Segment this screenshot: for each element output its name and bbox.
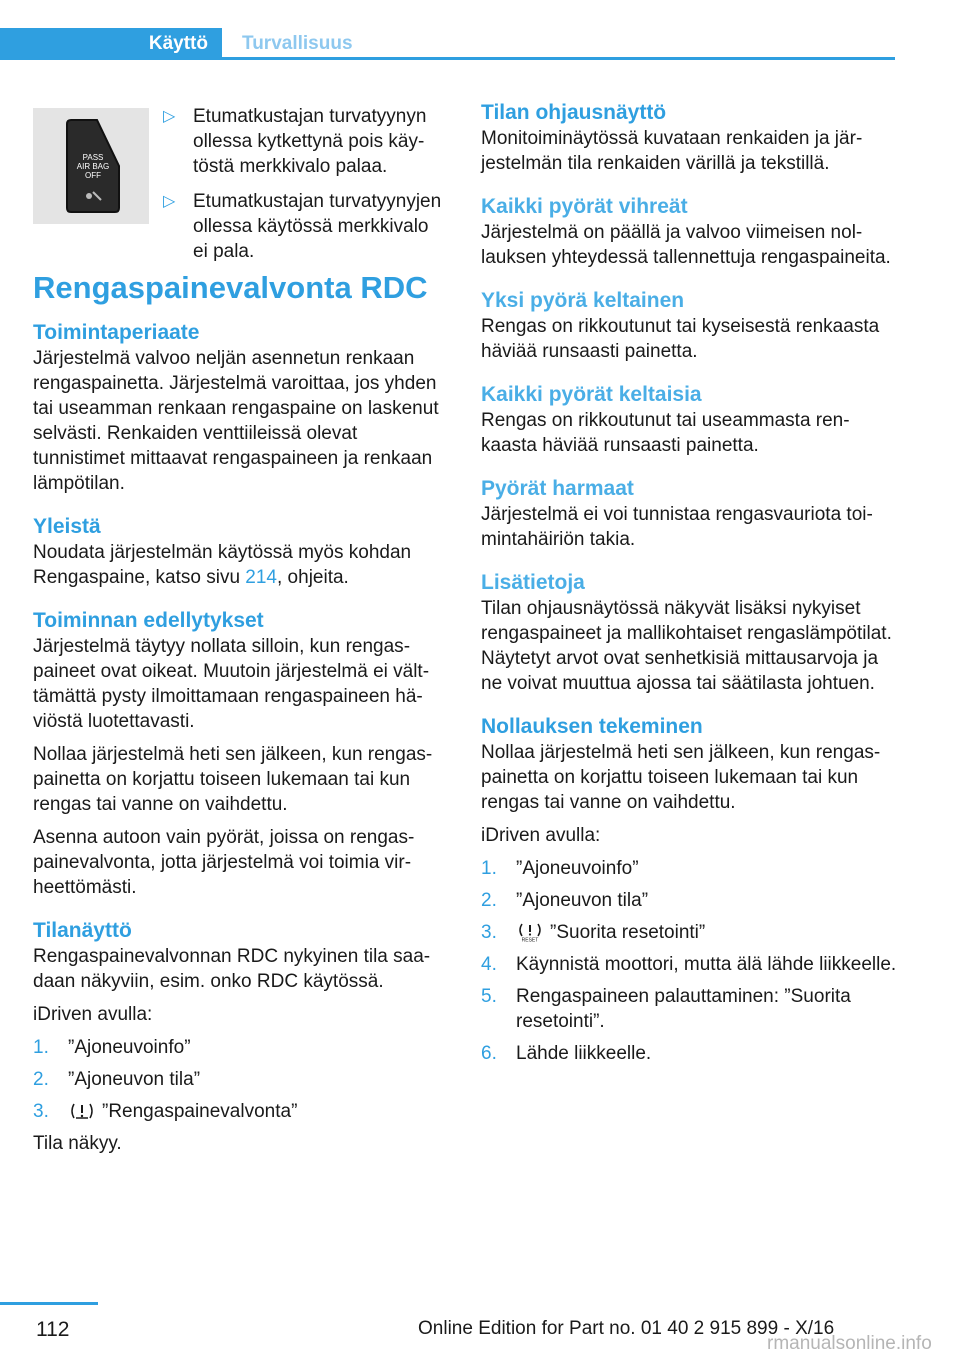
subsection-heading: Yksi pyörä keltainen: [481, 289, 685, 312]
right-column: [481, 100, 899, 1073]
airbag-bullet-list: [163, 104, 448, 274]
triangle-bullet-icon: ▷: [163, 193, 176, 210]
section-heading: Tilanäyttö: [33, 919, 132, 942]
list-item: 3. RESET ”Suorita resetointi”: [481, 922, 706, 943]
tab-kaytto[interactable]: Käyttö: [0, 28, 222, 60]
tab-turvallisuus[interactable]: Turvallisuus: [242, 33, 353, 54]
section-text: Asenna autoon vain pyörät, joissa on rengaspainevalvonta, jotta järjestelmä voi toimia virheettömästi.: [33, 827, 415, 898]
section-text: iDriven avulla:: [33, 1004, 153, 1025]
svg-text:PASS: PASS: [82, 153, 104, 162]
section-heading: Nollauksen tekeminen: [481, 715, 703, 738]
section-heading: Tilan ohjausnäyttö: [481, 101, 667, 124]
section-heading: Toiminnan edellytykset: [33, 609, 264, 632]
page-reference-link[interactable]: 214: [245, 567, 277, 588]
section-text: Tilan ohjausnäytössä näkyvät lisäksi nykyiset rengaspaineet ja mallikohtaiset rengaslämpötilat. Näytetyt arvot ovat senhetkisiä mittausarvoja ja ne voivat muuttua ajossa tai säätilasta johtuen.: [481, 598, 892, 694]
section-heading: Toimintaperiaate: [33, 321, 200, 344]
airbag-button-icon: [63, 116, 123, 216]
section-text: iDriven avulla:: [481, 825, 601, 846]
list-item: ▷ Etumatkustajan turvatyynyjen ollessa käytössä merkkivalo ei pala.: [163, 191, 442, 262]
list-item: 5. Rengaspaineen palauttaminen: ”Suorita resetointi”.: [481, 986, 851, 1032]
svg-text:OFF: OFF: [85, 171, 101, 180]
section-heading: Yleistä: [33, 515, 101, 538]
subsection-heading: Kaikki pyörät keltaisia: [481, 383, 702, 406]
section-text: Rengas on rikkoutunut tai kyseisestä renkaasta häviää runsaasti painetta.: [481, 316, 880, 362]
section-text: Järjestelmä täytyy nollata silloin, kun rengaspaineet ovat oikeat. Muutoin järjestelmä ei välttämättä pysty ilmoittamaan rengaspaineen häviöstä luotettavasti.: [33, 636, 430, 732]
list-item: ▷ Etumatkustajan turvatyynyn ollessa kytkettynä pois käytöstä merkkivalo palaa.: [163, 106, 427, 177]
page-number: 112: [36, 1318, 70, 1341]
page-title: Rengaspainevalvonta RDC: [33, 270, 428, 305]
triangle-bullet-icon: ▷: [163, 108, 176, 125]
svg-text:AIR BAG: AIR BAG: [76, 162, 110, 171]
list-item: 2. ”Ajoneuvon tila”: [33, 1069, 201, 1090]
header-rule: [0, 57, 895, 60]
list-item: 1. ”Ajoneuvoinfo”: [33, 1037, 191, 1058]
section-text: Rengaspainevalvonnan RDC nykyinen tila saadaan näkyviin, esim. onko RDC käytössä.: [33, 946, 431, 992]
tire-pressure-warning-icon: [68, 1101, 96, 1121]
subsection-heading: Kaikki pyörät vihreät: [481, 195, 688, 218]
tire-pressure-reset-icon: [516, 922, 544, 942]
section-text: Rengas on rikkoutunut tai useammasta renkaasta häviää runsaasti painetta.: [481, 410, 850, 456]
reset-steps-list: [481, 856, 899, 1066]
list-item: 1. ”Ajoneuvoinfo”: [481, 858, 639, 879]
chapter-tab-bar: [0, 28, 895, 60]
status-steps-list: [33, 1035, 448, 1124]
section-text: Järjestelmä valvoo neljän asennetun renkaan rengaspainetta. Järjestelmä varoittaa, jos yhden tai useamman renkaan rengaspaine on laskenut selvästi. Renkaiden venttiileissä olevat tunnistimet mittaavat rengaspaineen ja renkaan lämpötilan.: [33, 348, 439, 494]
list-item: 3. ”Rengaspainevalvonta”: [33, 1101, 298, 1122]
subsection-heading: Lisätietoja: [481, 571, 585, 594]
section-text: Tila näkyy.: [33, 1133, 122, 1154]
airbag-off-indicator-image: [33, 108, 149, 224]
left-column: [33, 100, 448, 1156]
section-text: Järjestelmä ei voi tunnistaa rengasvauriota toimintahäiriön takia.: [481, 504, 873, 550]
svg-text:RESET: RESET: [521, 937, 539, 942]
list-item: 6. Lähde liikkeelle.: [481, 1043, 652, 1064]
list-item: 4. Käynnistä moottori, mutta älä lähde liikkeelle.: [481, 954, 897, 975]
section-text: Monitoiminäytössä kuvataan renkaiden ja järjestelmän tila renkaiden värillä ja tekstillä.: [481, 128, 863, 174]
edition-footer: Online Edition for Part no. 01 40 2 915 899 - X/16: [418, 1318, 835, 1339]
section-text: Nollaa järjestelmä heti sen jälkeen, kun rengaspainetta on korjattu toiseen lukemaan tai kun rengas tai vanne on vaihdettu.: [33, 744, 433, 815]
airbag-indicator-block: [33, 100, 448, 270]
list-item: 2. ”Ajoneuvon tila”: [481, 890, 649, 911]
subsection-heading: Pyörät harmaat: [481, 477, 634, 500]
footer-rule: [0, 1302, 98, 1305]
section-text: Noudata järjestelmän käytössä myös kohdan Rengaspaine, katso sivu 214, ohjeita.: [33, 542, 412, 588]
watermark: rmanualsonline.info: [767, 1333, 932, 1354]
section-text: Järjestelmä on päällä ja valvoo viimeisen nollauksen yhteydessä tallennettuja rengaspaineita.: [481, 222, 891, 268]
section-text: Nollaa järjestelmä heti sen jälkeen, kun rengaspainetta on korjattu toiseen lukemaan tai kun rengas tai vanne on vaihdettu.: [481, 742, 881, 813]
